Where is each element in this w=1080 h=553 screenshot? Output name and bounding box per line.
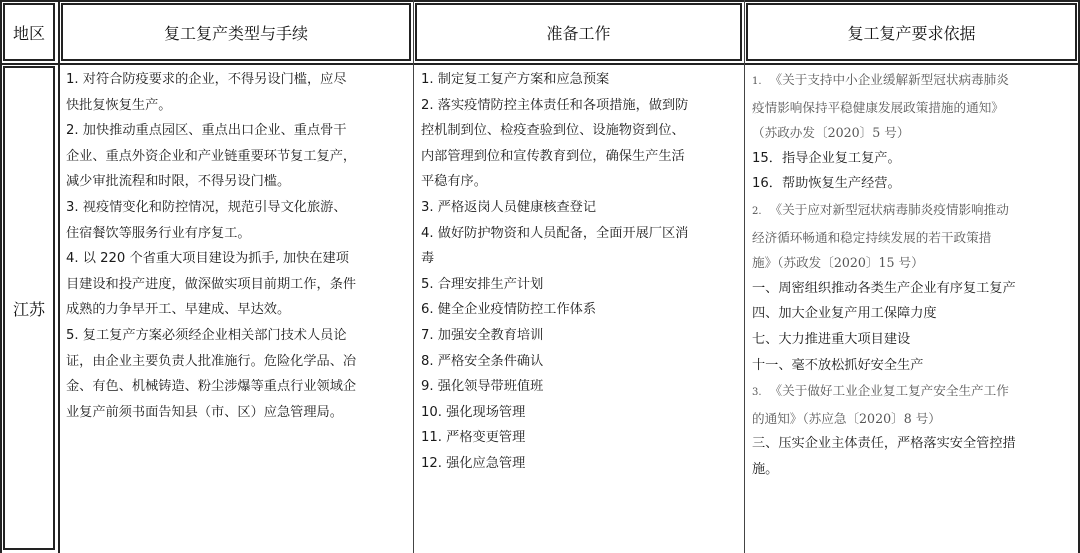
line-text: 《关于支持中小企业缓解新型冠状病毒肺炎 — [769, 72, 1009, 87]
line-text: 的通知》（苏应急〔2020〕8 号） — [752, 410, 941, 426]
text-line — [752, 327, 1072, 353]
text-line: 6. 健全企业疫情防控工作体系 — [421, 302, 597, 318]
text-line: 1. 制定复工复产方案和应急预案 — [421, 72, 610, 87]
text-line: 目建设和投产进度，做深做实项目前期工作，条件 — [66, 276, 357, 292]
region-divider — [58, 0, 60, 553]
text-line — [752, 431, 1072, 457]
text-line: 10. 强化现场管理 — [421, 404, 526, 420]
text-line: 4. 做好防护物资和人员配备，全面开展厂区消 — [421, 225, 689, 241]
text-line: 企业、重点外资企业和产业链重要环节复工复产， — [66, 148, 357, 164]
basis-cell — [752, 67, 1072, 483]
text-line — [752, 301, 1072, 327]
citation-number: 2. — [752, 205, 762, 217]
region-cell: 江苏 — [3, 66, 55, 550]
text-line: 2. 落实疫情防控主体责任和各项措施，做到防 — [421, 97, 689, 113]
text-line — [752, 457, 1072, 483]
citation-line — [752, 197, 1072, 225]
line-text: 疫情影响保持平稳健康发展政策措施的通知》 — [752, 99, 1004, 115]
text-line: 9. 强化领导带班值班 — [421, 379, 544, 395]
text-line — [752, 353, 1072, 379]
text-line — [752, 171, 1072, 197]
text-line: 平稳有序。 — [421, 174, 487, 190]
line-text: 《关于做好工业企业复工复产安全生产工作 — [769, 383, 1009, 399]
line-text: 三、压实企业主体责任，严格落实安全管控措 — [752, 436, 1016, 452]
header-basis: 复工复产要求依据 — [746, 3, 1077, 61]
header-region: 地区 — [3, 3, 55, 61]
citation-line — [752, 378, 1072, 406]
header-type-procedures: 复工复产类型与手续 — [61, 3, 411, 61]
line-text: （苏政办发〔2020〕5 号） — [752, 125, 910, 141]
type-procedures-cell — [66, 67, 408, 425]
text-line: 3. 严格返岗人员健康核查登记 — [421, 199, 597, 215]
citation-line — [752, 225, 1072, 251]
text-line: 控机制到位、检疫查验到位、设施物资到位、 — [421, 123, 685, 139]
line-text: 经济循环畅通和稳定持续发展的若干政策措 — [752, 229, 992, 245]
text-line: 12. 强化应急管理 — [421, 455, 526, 471]
citation-line — [752, 67, 1072, 95]
text-line: 减少审批流程和时限，不得另设门槛。 — [66, 174, 291, 190]
line-text: 十一、毫不放松抓好安全生产 — [752, 357, 924, 373]
text-line: 11. 严格变更管理 — [421, 430, 526, 446]
top-border — [0, 0, 1080, 2]
text-line — [752, 276, 1072, 302]
text-line: 7. 加强安全教育培训 — [421, 327, 544, 343]
text-line: 业复产前须书面告知县（市、区）应急管理局。 — [66, 404, 343, 420]
text-line: 5. 复工复产方案必须经企业相关部门技术人员论 — [66, 327, 347, 343]
text-line: 金、有色、机械铸造、粉尘涉爆等重点行业领域企 — [66, 379, 357, 395]
text-line: 3. 视疫情变化和防控情况，规范引导文化旅游、 — [66, 199, 347, 215]
citation-number: 1. — [752, 76, 762, 87]
line-text: 一、周密组织推动各类生产企业有序复工复产 — [752, 280, 1016, 296]
left-border — [0, 0, 2, 553]
preparation-cell — [421, 67, 739, 477]
text-line: 4. 以 220 个省重大项目建设为抓手, 加快在建项 — [66, 251, 349, 267]
citation-number: 3. — [752, 387, 762, 399]
header-preparation: 准备工作 — [415, 3, 742, 61]
line-text: 七、大力推进重大项目建设 — [752, 331, 911, 347]
text-line: 5. 合理安排生产计划 — [421, 276, 544, 292]
line-text: 施。 — [752, 461, 779, 477]
line-text: 15．指导企业复工复产。 — [752, 150, 901, 166]
line-text: 施》（苏政发〔2020〕15 号） — [752, 255, 924, 271]
citation-line — [752, 120, 1072, 146]
text-line: 快批复恢复生产。 — [66, 97, 172, 113]
citation-line — [752, 250, 1072, 276]
line-text: 《关于应对新型冠状病毒肺炎疫情影响推动 — [769, 201, 1009, 217]
text-line: 毒 — [421, 251, 435, 267]
line-text: 四、加大企业复产用工保障力度 — [752, 306, 937, 322]
col2-divider — [744, 0, 745, 553]
text-line: 8. 严格安全条件确认 — [421, 353, 544, 369]
header-bottom-border — [0, 63, 1080, 65]
col1-divider — [413, 0, 414, 553]
line-text: 16．帮助恢复生产经营。 — [752, 176, 901, 192]
text-line — [752, 146, 1072, 172]
text-line: 2. 加快推动重点园区、重点出口企业、重点骨干 — [66, 123, 347, 139]
citation-line — [752, 406, 1072, 432]
text-line: 成熟的力争早开工、早建成、早达效。 — [66, 302, 291, 318]
text-line: 1. 对符合防疫要求的企业，不得另设门槛，应尽 — [66, 72, 347, 87]
text-line: 内部管理到位和宣传教育到位，确保生产生活 — [421, 148, 685, 164]
citation-line — [752, 95, 1072, 121]
text-line: 住宿餐饮等服务行业有序复工。 — [66, 225, 251, 241]
text-line: 证，由企业主要负责人批准施行。危险化学品、冶 — [66, 353, 357, 369]
